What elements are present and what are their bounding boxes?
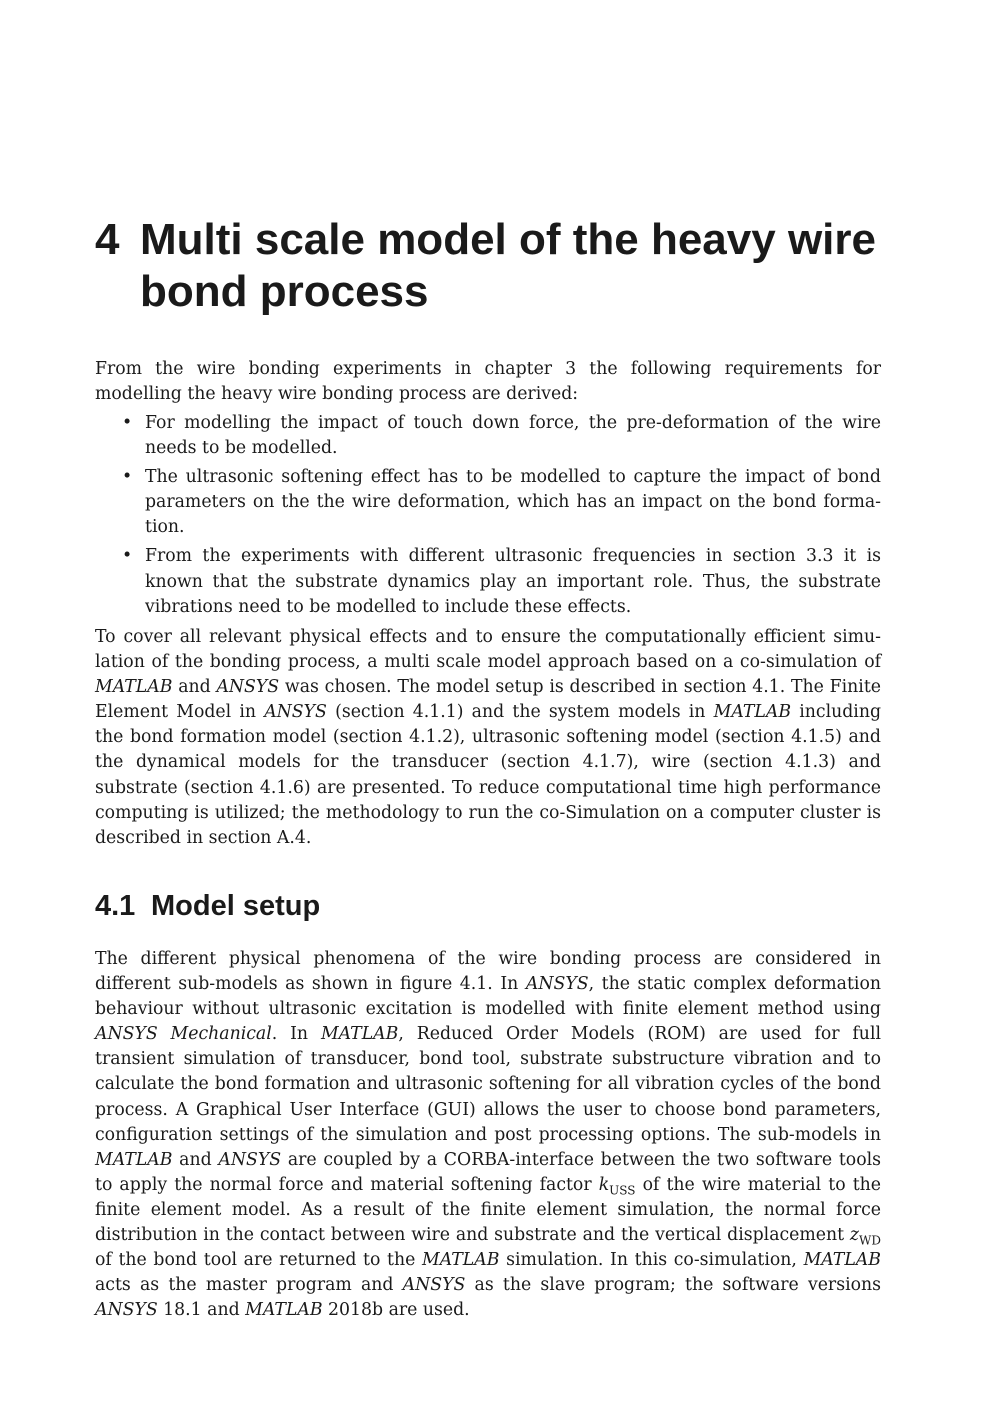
- chapter-title-text: Multi scale model of the heavy wire bond process: [140, 215, 876, 316]
- software-name: MATLAB: [95, 677, 173, 698]
- bullet-icon: •: [122, 467, 133, 488]
- text-run: , the static complex deformation behaviour without ultrasonic excitation is modelled with finite element method using: [95, 974, 881, 1020]
- software-name: MATLAB: [713, 702, 792, 723]
- summary-paragraph: [95, 625, 881, 851]
- software-name: ANSYS: [95, 1300, 158, 1321]
- text-run: including the bond formation model (section 4.1.2), ultrasonic softening model (section 4.1.5) and the dynamical models for the transducer (section 4.1.7), wire (section 4.1.3) and substrate (section 4.1.6) are presented. To reduce computational time high performance computing is utilized; the methodology to run the co-Simulation on a computer cluster is described in section A.4.: [95, 702, 882, 848]
- text-run: and: [172, 1149, 219, 1170]
- chapter-title: [95, 214, 895, 318]
- bullet-icon: •: [122, 413, 133, 433]
- software-name: ANSYS: [402, 1275, 466, 1296]
- list-item-text: The ultrasonic softening effect has to be modelled to capture the impact of bond parameters on the the wire deformation, which has an impact on the bond formation.: [145, 467, 881, 538]
- software-name: MATLAB: [245, 1300, 323, 1321]
- text-run: 2018b are used.: [322, 1300, 470, 1321]
- text-run: are coupled by a CORBA-interface between the two software tools to apply the normal force and material softening factor: [95, 1149, 882, 1195]
- text-run: , Reduced Order Models (ROM) are used for full transient simulation of transducer, bond tool, substrate substructure vibration and to calculate the bond formation and ultrasonic softening for all vibration cycles of the bond process. A Graphical User Interface (GUI) allows the user to choose bond parameters, configuration settings of the simulation and post processing options. The sub-models in: [95, 1024, 881, 1145]
- math-subscript: WD: [859, 1233, 881, 1248]
- list-item-text: From the experiments with different ultrasonic frequencies in section 3.3 it is known that the substrate dynamics play an important role. Thus, the substrate vibrations need to be modelled to include these effects.: [145, 546, 881, 617]
- list-item: [95, 411, 881, 461]
- math-symbol: k: [598, 1174, 610, 1195]
- section-title: [95, 888, 881, 924]
- list-item: [95, 544, 881, 619]
- math-subscript: USS: [609, 1183, 636, 1198]
- software-name: MATLAB: [95, 1149, 173, 1170]
- text-run: was chosen. The model setup is described in section 4.1. The Finite Element Model in: [95, 677, 881, 723]
- list-item: [95, 465, 881, 540]
- text-run: The different physical phenomena of the wire bonding process are considered in different sub-models as shown in figure 4.1. In: [95, 949, 881, 995]
- software-name: ANSYS: [216, 677, 280, 698]
- list-item-text: For modelling the impact of touch down force, the pre-deformation of the wire needs to be modelled.: [145, 413, 881, 459]
- chapter-number: 4: [95, 215, 120, 264]
- software-name: MATLAB: [422, 1250, 500, 1271]
- text-run: simulation. In this co-simulation,: [499, 1250, 804, 1271]
- text-run: 18.1 and: [157, 1300, 246, 1321]
- math-symbol: z: [849, 1225, 860, 1246]
- intro-paragraph: From the wire bonding experiments in chapter 3 the following requirements for modelling the heavy wire bonding process are derived:: [95, 359, 881, 405]
- text-run: and: [172, 677, 217, 698]
- text-run: of the wire material to the finite element model. As a result of the finite element simulation, the normal force distribution in the contact between wire and substrate and the vertical displacement: [95, 1174, 882, 1246]
- software-name: ANSYS: [218, 1149, 282, 1170]
- software-name: ANSYS: [525, 974, 589, 995]
- text-run: . In: [271, 1024, 321, 1045]
- text-run: (section 4.1.1) and the system models in: [326, 702, 714, 723]
- section-number: 4.1: [95, 890, 136, 922]
- software-name: ANSYS Mechanical: [95, 1024, 272, 1045]
- section-title-text: Model setup: [151, 890, 321, 922]
- text-run: of the bond tool are returned to the: [95, 1250, 423, 1271]
- model-setup-paragraph: [95, 947, 881, 1323]
- software-name: MATLAB: [803, 1250, 881, 1271]
- text-run: as the slave program; the software versions: [465, 1275, 881, 1296]
- software-name: ANSYS: [264, 702, 327, 723]
- text-run: To cover all relevant physical effects and to ensure the computationally efficient simulation of the bonding process, a multi scale model approach based on a co-simulation of: [95, 627, 881, 673]
- bullet-icon: •: [122, 546, 133, 567]
- software-name: MATLAB: [320, 1024, 399, 1045]
- requirements-list: [95, 411, 881, 624]
- text-run: acts as the master program and: [95, 1275, 403, 1296]
